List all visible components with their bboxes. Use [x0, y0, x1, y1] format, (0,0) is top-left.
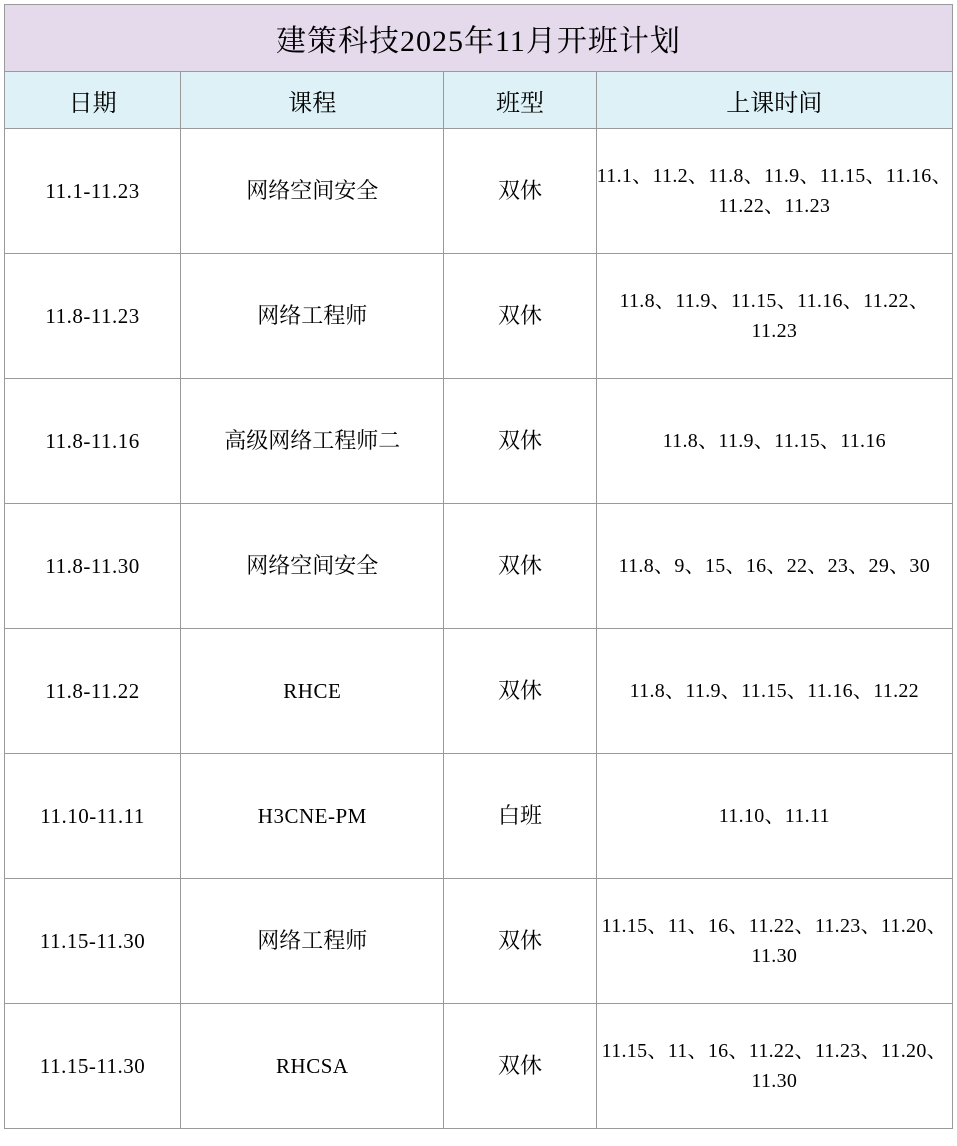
cell-date: 11.8-11.16 — [5, 379, 181, 504]
cell-class-type: 双休 — [444, 1004, 596, 1129]
cell-class-time — [596, 129, 952, 254]
cell-class-time-text: 11.15、11、16、11.22、11.23、11.20、11.30 — [601, 1040, 947, 1092]
table-row — [5, 1004, 953, 1129]
table-row — [5, 379, 953, 504]
cell-class-time-text: 11.8、11.9、11.15、11.16 — [662, 430, 886, 452]
column-header-date: 日期 — [5, 72, 181, 129]
cell-class-time-text: 11.8、11.9、11.15、11.16、11.22 — [629, 680, 919, 702]
cell-date: 11.10-11.11 — [5, 754, 181, 879]
table-row — [5, 504, 953, 629]
cell-class-time — [596, 1004, 952, 1129]
cell-class-time — [596, 754, 952, 879]
cell-course: RHCSA — [181, 1004, 444, 1129]
cell-course: 网络空间安全 — [181, 504, 444, 629]
cell-class-time — [596, 629, 952, 754]
cell-course: H3CNE-PM — [181, 754, 444, 879]
class-schedule-table — [4, 4, 953, 1129]
cell-class-time-text: 11.1、11.2、11.8、11.9、11.15、11.16、11.22、11.23 — [596, 165, 952, 217]
document-title: 建策科技2025年11月开班计划 — [5, 5, 953, 72]
cell-date: 11.8-11.22 — [5, 629, 181, 754]
table-title-row — [5, 5, 953, 72]
cell-class-time-text: 11.10、11.11 — [718, 805, 830, 827]
cell-date: 11.15-11.30 — [5, 1004, 181, 1129]
cell-class-time-text: 11.15、11、16、11.22、11.23、11.20、11.30 — [601, 915, 947, 967]
cell-date: 11.15-11.30 — [5, 879, 181, 1004]
cell-course: 网络空间安全 — [181, 129, 444, 254]
cell-date: 11.8-11.23 — [5, 254, 181, 379]
column-header-class-type: 班型 — [444, 72, 596, 129]
table-row — [5, 129, 953, 254]
column-header-class-time: 上课时间 — [596, 72, 952, 129]
cell-course: 网络工程师 — [181, 254, 444, 379]
cell-class-type: 双休 — [444, 254, 596, 379]
table-row — [5, 754, 953, 879]
table-row — [5, 879, 953, 1004]
cell-class-time — [596, 254, 952, 379]
cell-class-type: 双休 — [444, 879, 596, 1004]
cell-class-time — [596, 504, 952, 629]
cell-class-time — [596, 379, 952, 504]
cell-class-type: 双休 — [444, 504, 596, 629]
cell-course: RHCE — [181, 629, 444, 754]
table-row — [5, 629, 953, 754]
column-header-course: 课程 — [181, 72, 444, 129]
table-row — [5, 254, 953, 379]
cell-class-time-text: 11.8、9、15、16、22、23、29、30 — [618, 555, 931, 577]
cell-class-type: 白班 — [444, 754, 596, 879]
cell-class-time — [596, 879, 952, 1004]
cell-class-time-text: 11.8、11.9、11.15、11.16、11.22、11.23 — [619, 290, 930, 342]
cell-course: 高级网络工程师二 — [181, 379, 444, 504]
cell-class-type: 双休 — [444, 379, 596, 504]
cell-date: 11.1-11.23 — [5, 129, 181, 254]
cell-date: 11.8-11.30 — [5, 504, 181, 629]
cell-class-type: 双休 — [444, 129, 596, 254]
cell-class-type: 双休 — [444, 629, 596, 754]
table-header-row — [5, 72, 953, 129]
cell-course: 网络工程师 — [181, 879, 444, 1004]
